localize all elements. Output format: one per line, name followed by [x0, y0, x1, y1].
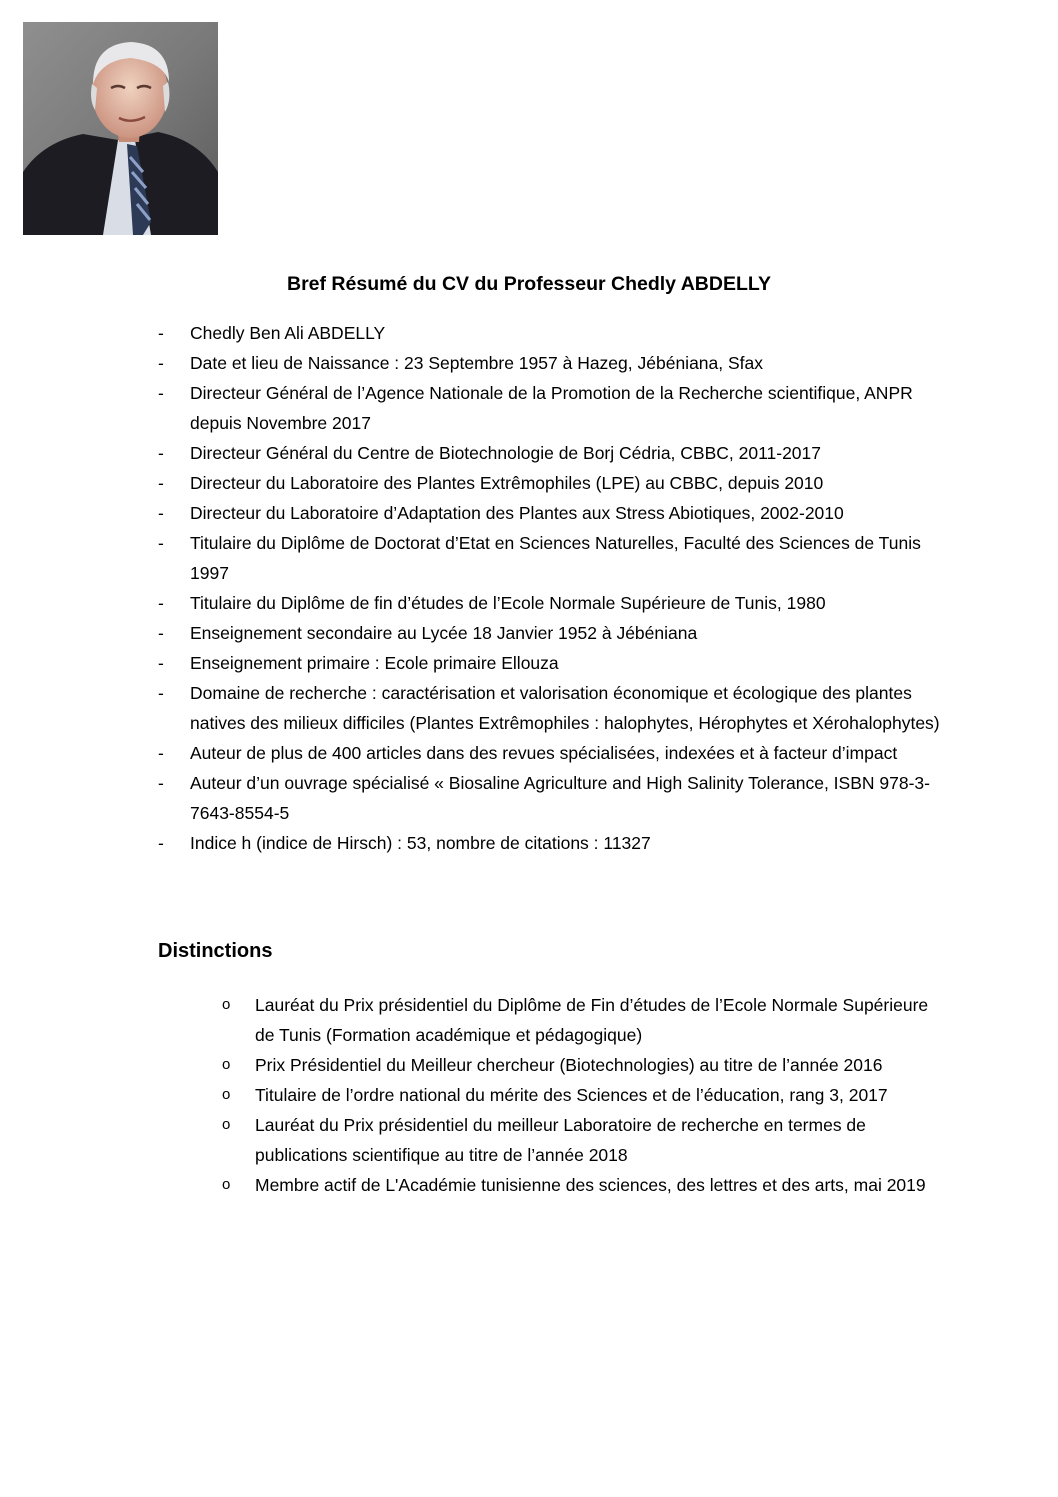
list-item	[158, 768, 948, 828]
distinction-text: Lauréat du Prix présidentiel du Diplôme de Fin d’études de l’Ecole Normale Supérieure de Tunis (Formation académique et pédagogique)	[255, 995, 929, 1045]
distinction-item	[222, 1050, 942, 1080]
distinction-text: Prix Présidentiel du Meilleur chercheur (Biotechnologies) au titre de l’année 2016	[255, 1055, 883, 1075]
list-item	[158, 438, 948, 468]
list-item-text: Directeur du Laboratoire d’Adaptation des Plantes aux Stress Abiotiques, 2002-2010	[190, 503, 844, 523]
list-marker: -	[158, 593, 164, 613]
list-marker: -	[158, 773, 164, 793]
list-marker: -	[158, 353, 164, 373]
list-item-text: Directeur Général de l’Agence Nationale de la Promotion de la Recherche scientifique, ANPR depuis Novembre 2017	[190, 383, 913, 433]
list-item	[158, 678, 948, 738]
list-item	[158, 588, 948, 618]
list-item-text: Chedly Ben Ali ABDELLY	[190, 323, 386, 343]
list-item	[158, 318, 948, 348]
distinction-item	[222, 1110, 942, 1170]
list-marker: -	[158, 383, 164, 403]
list-marker: -	[158, 443, 164, 463]
list-marker: -	[158, 623, 164, 643]
page-title: Bref Résumé du CV du Professeur Chedly ABDELLY	[287, 273, 771, 295]
list-marker: -	[158, 833, 164, 853]
distinction-text: Titulaire de l’ordre national du mérite des Sciences et de l’éducation, rang 3, 2017	[255, 1085, 888, 1105]
cv-list	[158, 318, 948, 858]
list-item	[158, 528, 948, 588]
list-item	[158, 738, 948, 768]
distinction-item	[222, 1170, 942, 1200]
circle-bullet-icon: o	[222, 1176, 231, 1193]
distinction-text: Lauréat du Prix présidentiel du meilleur Laboratoire de recherche en termes de publications scientifique au titre de l’année 2018	[255, 1115, 866, 1165]
list-item	[158, 348, 948, 378]
list-item	[158, 498, 948, 528]
distinction-text: Membre actif de L'Académie tunisienne des sciences, des lettres et des arts, mai 2019	[255, 1175, 926, 1195]
list-item-text: Date et lieu de Naissance : 23 Septembre 1957 à Hazeg, Jébéniana, Sfax	[190, 353, 764, 373]
list-item-text: Directeur du Laboratoire des Plantes Extrêmophiles (LPE) au CBBC, depuis 2010	[190, 473, 824, 493]
list-item-text: Enseignement secondaire au Lycée 18 Janvier 1952 à Jébéniana	[190, 623, 698, 643]
list-item-text: Domaine de recherche : caractérisation et valorisation économique et écologique des plantes natives des milieux difficiles (Plantes Extrêmophiles : halophytes, Hérophytes et Xérohalophytes)	[190, 683, 940, 733]
circle-bullet-icon: o	[222, 1116, 231, 1133]
list-marker: -	[158, 473, 164, 493]
list-item	[158, 378, 948, 438]
list-item-text: Auteur d’un ouvrage spécialisé « Biosaline Agriculture and High Salinity Tolerance, ISBN 978-3-7643-8554-5	[190, 773, 930, 823]
list-marker: -	[158, 743, 164, 763]
list-item	[158, 828, 948, 858]
circle-bullet-icon: o	[222, 996, 231, 1013]
list-item-text: Titulaire du Diplôme de fin d’études de l’Ecole Normale Supérieure de Tunis, 1980	[190, 593, 826, 613]
distinction-item	[222, 990, 942, 1050]
list-item-text: Auteur de plus de 400 articles dans des revues spécialisées, indexées et à facteur d’impact	[190, 743, 898, 763]
list-marker: -	[158, 323, 164, 343]
distinctions-heading: Distinctions	[158, 940, 273, 962]
distinctions-list	[222, 990, 942, 1200]
portrait-photo	[23, 22, 218, 235]
list-marker: -	[158, 683, 164, 703]
portrait-icon	[23, 22, 218, 235]
list-item-text: Directeur Général du Centre de Biotechnologie de Borj Cédria, CBBC, 2011-2017	[190, 443, 822, 463]
list-marker: -	[158, 533, 164, 553]
circle-bullet-icon: o	[222, 1086, 231, 1103]
list-item	[158, 618, 948, 648]
list-marker: -	[158, 653, 164, 673]
list-item-text: Indice h (indice de Hirsch) : 53, nombre de citations : 11327	[190, 833, 651, 853]
list-item-text: Titulaire du Diplôme de Doctorat d’Etat en Sciences Naturelles, Faculté des Sciences de Tunis 1997	[190, 533, 921, 583]
distinction-item	[222, 1080, 942, 1110]
list-marker: -	[158, 503, 164, 523]
list-item	[158, 648, 948, 678]
circle-bullet-icon: o	[222, 1056, 231, 1073]
list-item	[158, 468, 948, 498]
list-item-text: Enseignement primaire : Ecole primaire Ellouza	[190, 653, 559, 673]
